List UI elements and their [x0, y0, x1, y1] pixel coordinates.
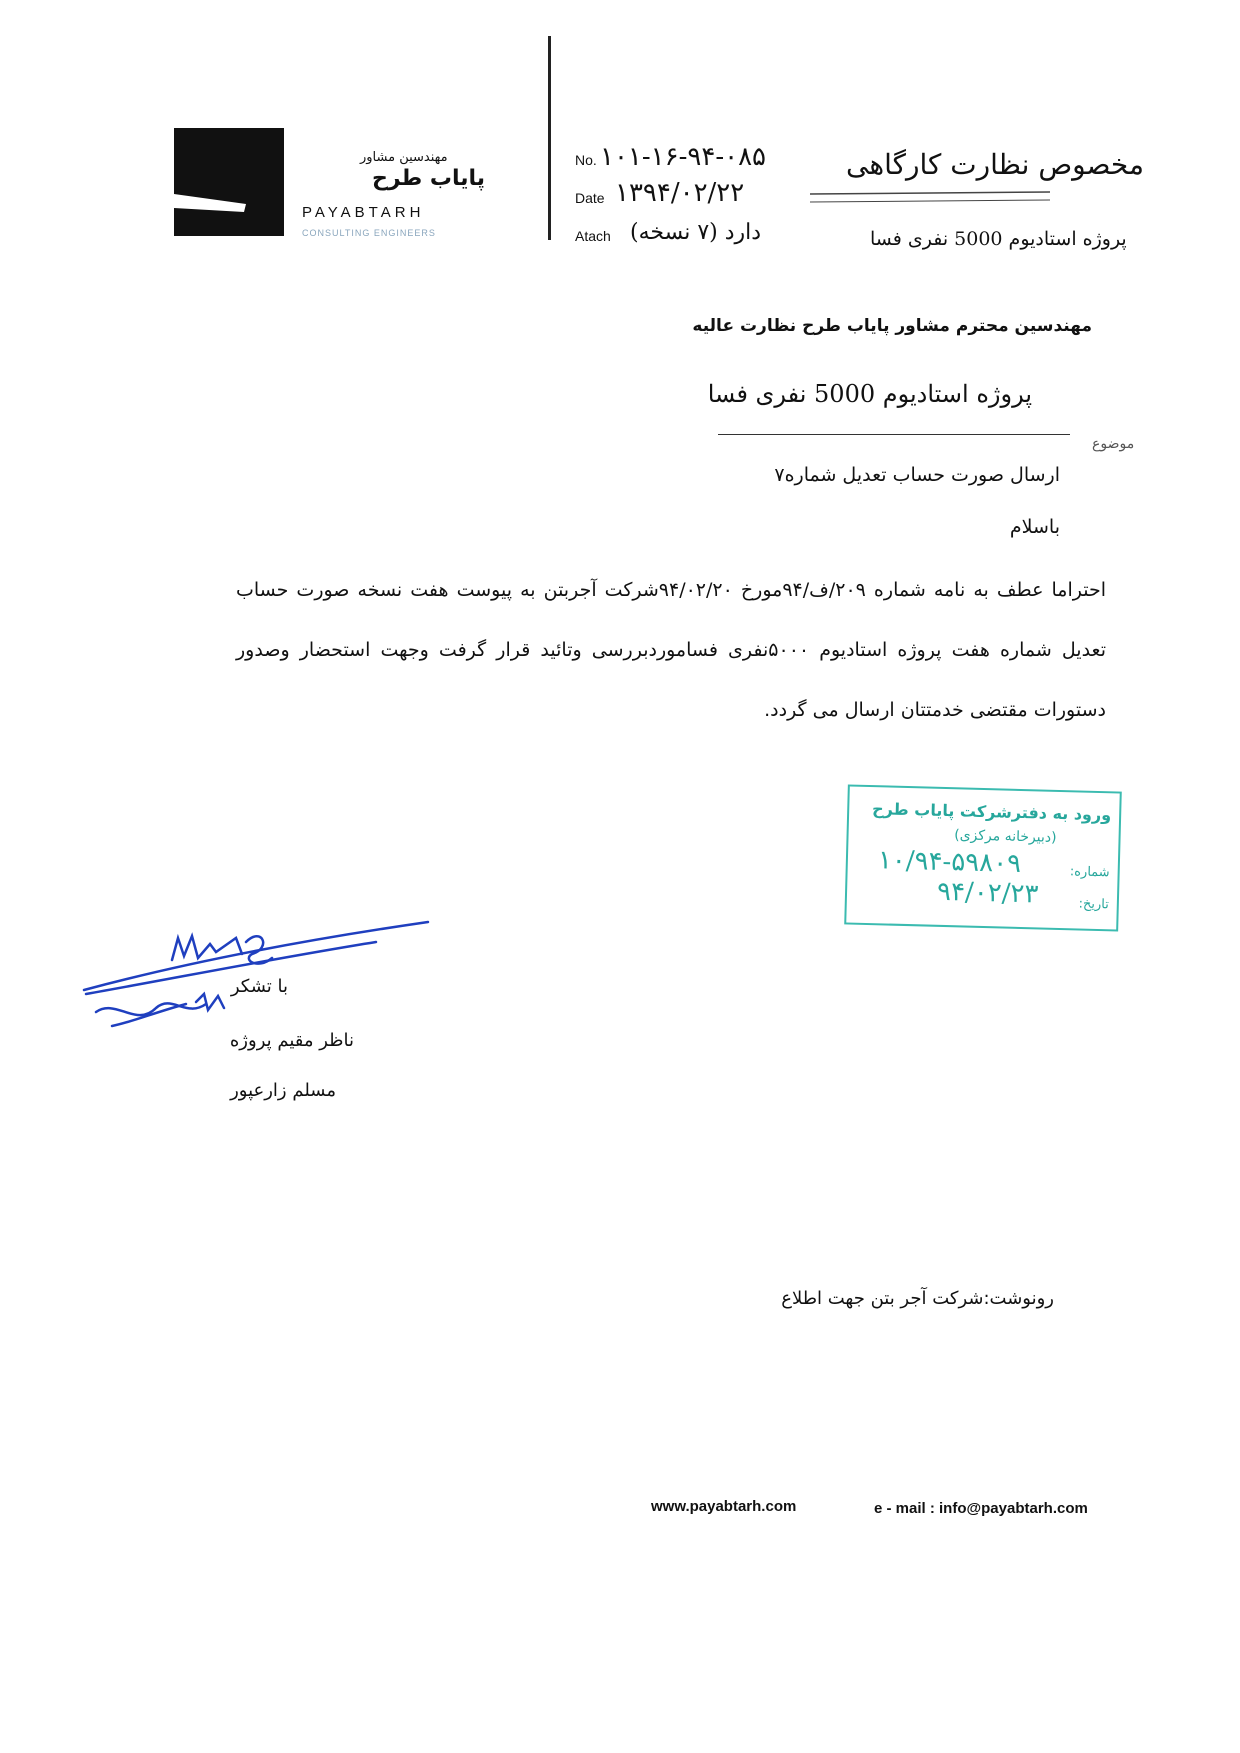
letter-date-value: ۱۳۹۴/۰۲/۲۲	[615, 178, 745, 208]
letter-subject: ارسال صورت حساب تعدیل شماره۷	[774, 464, 1060, 486]
supervision-stamp-title: مخصوص نظارت کارگاهی	[846, 148, 1144, 181]
received-date-label: تاریخ:	[1078, 896, 1110, 913]
project-title: پروژه استادیوم 5000 نفری فسا	[707, 380, 1032, 408]
logo-subtitle-fa: مهندسین مشاور	[360, 150, 448, 165]
received-stamp-subtitle: (دبیرخانه مرکزی)	[954, 827, 1057, 846]
logo-tagline: CONSULTING ENGINEERS	[302, 228, 436, 238]
greeting: باسلام	[1009, 516, 1060, 538]
company-logo	[174, 128, 284, 236]
project-underline	[718, 434, 1070, 435]
signature-icon	[76, 908, 436, 1038]
signer-title: ناظر مقیم پروژه	[229, 1030, 354, 1051]
carbon-copy: رونوشت:شرکت آجر بتن جهت اطلاع	[781, 1288, 1054, 1309]
letter-body: احتراما عطف به نامه شماره ۲۰۹/ف/۹۴مورخ ۹۴/۰۲/۲۰شرکت آجربتن به پیوست هفت نسخه صورت حساب تعدیل شماره هفت پروژه استادیوم ۵۰۰۰نفری فساموردبررسی وتائید قرار گرفت وجهت استحضار وصدور دستورات مقتضی خدمتتان ارسال می گردد.	[236, 579, 1106, 721]
addressee: مهندسین محترم مشاور پایاب طرح نظارت عالیه	[692, 316, 1092, 336]
letter-attach-label: Atach	[575, 228, 611, 244]
letter-number-label: No.	[575, 152, 597, 168]
letter-date-label: Date	[575, 190, 605, 206]
received-stamp-title: ورود به دفترشرکت پایاب طرح	[871, 799, 1112, 825]
supervision-stamp-project: پروژه استادیوم 5000 نفری فسا	[870, 228, 1127, 250]
footer-email: e - mail : info@payabtarh.com	[874, 1500, 1088, 1517]
signer-name: مسلم زارعپور	[230, 1080, 336, 1101]
header-divider	[548, 36, 551, 240]
closing-text: با تشکر	[230, 976, 288, 997]
received-stamp	[844, 784, 1122, 931]
letter-number-value: ۱۰۱-۱۶-۹۴-۰۸۵	[600, 142, 767, 172]
logo-name-fa: پایاب طرح	[372, 166, 486, 191]
received-number-value: ۱۰/۹۴-۵۹۸۰۹	[877, 845, 1022, 879]
received-date-value: ۹۴/۰۲/۲۳	[936, 876, 1039, 910]
received-number-label: شماره:	[1069, 864, 1110, 881]
logo-mark-icon	[174, 128, 284, 236]
letter-attach-value: دارد (۷ نسخه)	[630, 220, 762, 245]
footer-website: www.payabtarh.com	[651, 1498, 797, 1515]
subject-tag: موضوع	[1092, 436, 1135, 452]
logo-name-latin: PAYABTARH	[302, 204, 425, 221]
stamp-underline-icon	[810, 188, 1060, 208]
